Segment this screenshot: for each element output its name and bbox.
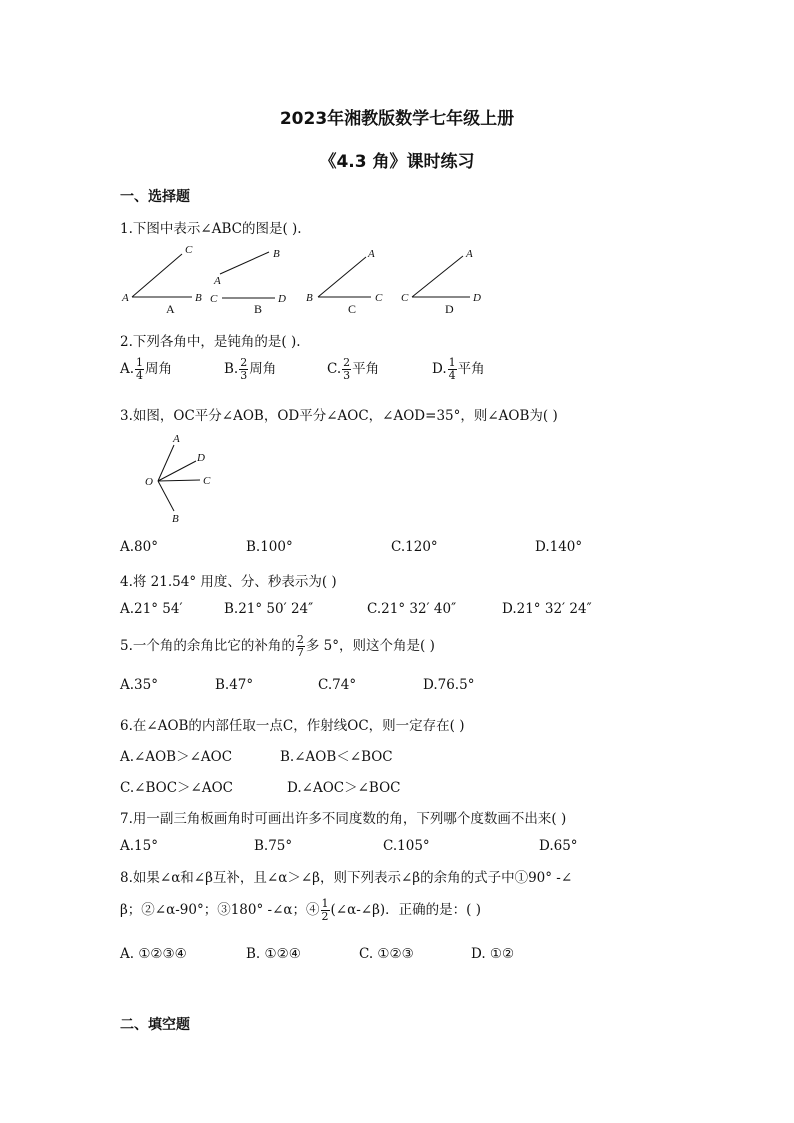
- fraction: $\frac{2}{7}$: [296, 633, 304, 659]
- fig-c-caption: C: [348, 302, 357, 316]
- fig-a-caption: A: [166, 302, 175, 316]
- question-2-option-d: D. $\frac{1}{4}$ 平角: [432, 356, 485, 382]
- question-8-option-a: A. ①②③④: [120, 946, 187, 962]
- fig-b-label-c: C: [210, 293, 218, 305]
- question-1-figures: [115, 240, 515, 320]
- question-8-option-b: B. ①②④: [246, 946, 301, 962]
- fig-label-a: A: [173, 433, 180, 445]
- question-5-stem: 5.一个角的余角比它的补角的 $\frac{2}{7}$ 多 5°，则这个角是( ): [120, 633, 435, 659]
- question-4-option-b: B.21° 50′ 24″: [224, 601, 314, 617]
- fraction: $\frac{1}{4}$: [136, 356, 144, 382]
- fig-label-o: O: [145, 476, 153, 488]
- question-8-line-2: β；②∠α-90°；③180° -∠α；④ $\frac{1}{2}$ (∠α-∠β)．正确的是：( ): [120, 897, 481, 923]
- fig-c-label-b: B: [306, 292, 313, 304]
- question-7-option-b: B.75°: [254, 838, 293, 854]
- fig-d-label-a: A: [466, 248, 473, 260]
- question-5-option-d: D.76.5°: [423, 677, 475, 693]
- fig-d-caption: D: [445, 302, 454, 316]
- question-3-option-c: C.120°: [391, 539, 438, 555]
- fig-a-label-b: B: [195, 292, 202, 304]
- fig-b-caption: B: [254, 302, 263, 316]
- figure-c: [306, 248, 383, 316]
- question-3-figure: [140, 428, 230, 528]
- fig-c-label-c: C: [375, 292, 383, 304]
- question-8-line-1: 8.如果∠α和∠β互补，且∠α＞∠β，则下列表示∠β的余角的式子中①90° -∠: [120, 870, 573, 886]
- fig-d-label-c: C: [401, 292, 409, 304]
- question-8-option-d: D. ①②: [471, 946, 515, 962]
- fig-b-label-a: A: [214, 275, 221, 287]
- fraction: $\frac{1}{2}$: [321, 897, 329, 923]
- fraction: $\frac{1}{4}$: [448, 356, 456, 382]
- fig-label-b: B: [172, 513, 179, 525]
- question-5-option-b: B.47°: [215, 677, 254, 693]
- question-6-option-b: B.∠AOB＜∠BOC: [280, 749, 393, 765]
- fig-a-label-c: C: [185, 244, 193, 256]
- question-3-stem: 3.如图，OC平分∠AOB，OD平分∠AOC，∠AOD=35°，则∠AOB为( ): [120, 408, 558, 424]
- question-4-stem: 4.将 21.54° 用度、分、秒表示为( ): [120, 574, 337, 590]
- fig-label-d: D: [197, 452, 205, 464]
- fig-c-label-a: A: [368, 248, 375, 260]
- section-heading-fill-in: 二、填空题: [120, 1017, 190, 1033]
- fig-d-label-d: D: [473, 292, 481, 304]
- question-2-option-c: C. $\frac{2}{3}$ 平角: [327, 356, 380, 382]
- fig-b-label-d: D: [278, 293, 286, 305]
- question-7-option-d: D.65°: [539, 838, 578, 854]
- question-6-option-d: D.∠AOC＞∠BOC: [287, 780, 401, 796]
- question-3-option-a: A.80°: [120, 539, 158, 555]
- question-6-option-c: C.∠BOC＞∠AOC: [120, 780, 233, 796]
- question-3-option-b: B.100°: [246, 539, 293, 555]
- figure-d: [401, 248, 481, 316]
- question-7-option-c: C.105°: [383, 838, 430, 854]
- fraction: $\frac{2}{3}$: [343, 356, 351, 382]
- question-4-option-a: A.21° 54′: [120, 601, 183, 617]
- question-7-option-a: A.15°: [120, 838, 158, 854]
- question-5-option-c: C.74°: [318, 677, 357, 693]
- fraction: $\frac{2}{3}$: [240, 356, 248, 382]
- question-3-option-d: D.140°: [535, 539, 583, 555]
- question-4-option-d: D.21° 32′ 24″: [502, 601, 592, 617]
- question-6-option-a: A.∠AOB＞∠AOC: [120, 749, 233, 765]
- fig-b-label-b: B: [273, 248, 280, 260]
- question-4-option-c: C.21° 32′ 40″: [367, 601, 457, 617]
- question-8-option-c: C. ①②③: [359, 946, 414, 962]
- figure-b: [210, 248, 286, 316]
- question-6-stem: 6.在∠AOB的内部任取一点C，作射线OC，则一定存在( ): [120, 718, 465, 734]
- section-heading-choice: 一、选择题: [120, 189, 190, 205]
- page-subtitle: 《4.3 角》课时练习: [319, 152, 475, 172]
- fig-a-label-a: A: [122, 292, 129, 304]
- question-5-option-a: A.35°: [120, 677, 158, 693]
- figure-a: [121, 244, 202, 316]
- question-2-stem: 2.下列各角中，是钝角的是( ).: [120, 334, 301, 350]
- question-2-option-b: B. $\frac{2}{3}$ 周角: [224, 356, 277, 382]
- fig-label-c: C: [203, 475, 211, 487]
- page-title: 2023年湘教版数学七年级上册: [279, 109, 515, 129]
- question-7-stem: 7.用一副三角板画角时可画出许多不同度数的角，下列哪个度数画不出来( ): [120, 811, 567, 827]
- question-1-stem: 1.下图中表示∠ABC的图是( ).: [120, 221, 302, 237]
- question-2-option-a: A. $\frac{1}{4}$ 周角: [120, 356, 173, 382]
